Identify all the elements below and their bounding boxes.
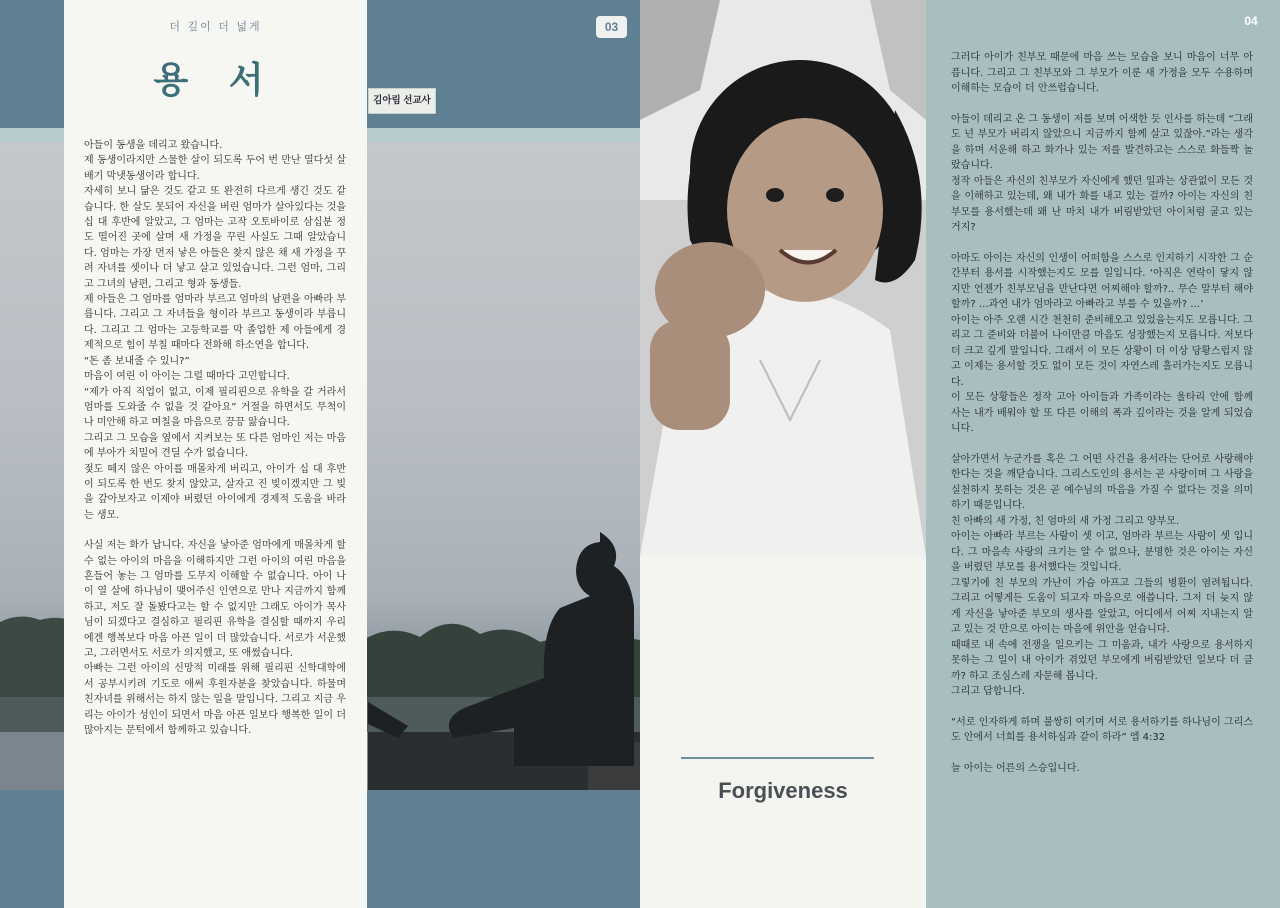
paragraph: 아이는 아빠라 부르는 사람이 셋 이고, 엄마라 부르는 사람이 셋 입니다. 그 마음속 사랑의 크기는 알 수 없으나, 분명한 것은 아이는 자신을 버렸던 부모를 용서했다는 것입니다.: [951, 531, 1253, 573]
paragraph: 아이는 아주 오랜 시간 천천히 준비해오고 있었을는지도 모릅니다. 그리고 그 준비와 더불어 나이만큼 마음도 성장했는지 모릅니다. 저보다 더 크고 깊게 말입니다. 그래서 이 모든 상황이 더 이상 당황스럽지 않고 이제는 용서할 것도 없이 모든 것이 자연스레 흘러가는지도 모릅니다.: [951, 314, 1253, 388]
paragraph: 아들이 데리고 온 그 동생이 저를 보며 어색한 듯 인사를 하는데 “그래도 넌 부모가 버리지 않았으니 지금까지 함께 살고 있잖아.”라는 생각을 하며 서운해 하고 화가나 있는 저를 발견하고는 스스로 화들짝 놀랐습니다.: [951, 113, 1253, 171]
paragraph: 마음이 여린 이 아이는 그럴 때마다 고민합니다.: [84, 371, 290, 383]
section-kicker: 더 깊이 더 넓게: [169, 20, 262, 33]
paragraph: 그러다 아이가 친부모 때문에 마음 쓰는 모습을 보니 마음이 너무 아픕니다. 그리고 그 친부모와 그 부모가 이룬 새 가정을 모두 수용하며 이해하는 모습이 더 안쓰럽습니다.: [951, 52, 1253, 94]
paragraph-gap: [951, 236, 1253, 251]
closing-line: 늘 아이는 어른의 스승입니다.: [951, 762, 1080, 774]
caption-rule: [681, 757, 874, 759]
paragraph: “돈 좀 보내줄 수 있니?”: [84, 355, 190, 367]
page-title: 용 서: [153, 59, 278, 101]
paragraph-gap: [951, 746, 1253, 761]
paragraph-gap: [951, 97, 1253, 112]
paragraph: 아빠는 그런 아이의 신망적 미래를 위해 필리핀 신학대학에서 공부시키려 기도로 애써 후원자분을 찾았습니다. 하물며 친자녀를 위해서는 하지 않는 일을 말입니다. 그리고 지금 우리는 아이가 성인이 되면서 마음 아픈 일보다 행복한 일이 더 많아지는 문턱에서 함께하고 있습니다.: [84, 663, 346, 737]
paragraph: 자세히 보니 닮은 것도 같고 또 완전히 다르게 생긴 것도 같습니다. 한 살도 못되어 자신을 버린 엄마가 살아있다는 것을 십 대 후반에 알았고, 그 엄마는 고작 오토바이로 삼십분 정도 떨어진 곳에 살며 새 가정을 꾸린 사실도 그때 알았습니다. 엄마는 가장 먼저 낳은 아들은 찾지 않은 채 새 가정을 꾸려 자녀를 셋이나 더 낳고 살고 있었습니다. 그런 엄마, 그리고 그녀의 남편, 그리고 형과 동생들.: [84, 186, 346, 290]
page-number-04: 04: [1244, 14, 1258, 28]
smiling-child-photo: [640, 0, 926, 556]
paragraph: 살아가면서 누군가를 혹은 그 어떤 사건을 용서라는 단어로 사랑해야 한다는 것을 깨닫습니다. 그리스도인의 용서는 곧 사랑이며 그 사랑을 실천하지 못하는 것은 곧 예수님의 마음을 가질 수 없다는 것을 의미하기 때문입니다.: [951, 453, 1253, 511]
paragraph: 아들이 동생을 데리고 왔습니다.: [84, 140, 223, 151]
paragraph: 아마도 아이는 자신의 인생이 어떠함을 스스로 인지하기 시작한 그 순간부터 용서를 시작했는지도 모를 일입니다. ‘아직은 연락이 닿지 않지만 언젠가 친부모님을 만난다면 어찌해야 할까?.. 무슨 말부터 해야 할까? …과연 내가 엄마라고 아빠라고 부를 수 있을까? …’: [951, 252, 1253, 310]
paragraph-gap: [84, 523, 346, 538]
child-photo-drawing: [640, 0, 926, 556]
paragraph: 그리고 답합니다.: [951, 686, 1025, 697]
paragraph: 젖도 떼지 않은 아이를 매몰차게 버리고, 아이가 십 대 후반이 되도록 한 번도 찾지 않았고, 살자고 진 빚이겠지만 그 빚을 갚아보자고 이제야 버렸던 아이에게 경제적 도움을 바라는 생모.: [84, 463, 346, 521]
paragraph: 그렇기에 친 부모의 가난이 가슴 아프고 그들의 병환이 염려됩니다. 그리고 어떻게든 도움이 되고자 마음으로 애씁니다. 그저 더 늦지 않게 자신을 낳아준 부모의 생사를 알았고, 어디에서 어찌 지내는지 알고 있는 것 만으로 아이는 마음에 위안을 얻습니다.: [951, 577, 1253, 635]
scripture-quote: “서로 인자하게 하며 불쌍히 여기며 서로 용서하기를 하나님이 그리스도 안에서 너희를 용서하심과 같이 하라” 엡 4:32: [951, 716, 1253, 743]
paragraph: 때때로 내 속에 전쟁을 일으키는 그 미움과, 내가 사랑으로 용서하지 못하는 그 일이 내 아이가 겪었던 부모에게 버림받았던 일보다 더 클까? 하고 조심스레 자문해 봅니다.: [951, 639, 1253, 682]
paragraph-gap: [951, 700, 1253, 715]
paragraph: “제가 아직 직업이 없고, 이제 필리핀으로 유학을 갈 거라서 엄마를 도와줄 수 없을 것 같아요” 거절을 하면서도 무척이나 미안해 하고 며칠을 마음으로 끙끙 앓습니다.: [84, 386, 346, 429]
page-number-03: 03: [596, 16, 627, 38]
paragraph-gap: [951, 437, 1253, 452]
left-body-text: [84, 138, 346, 738]
right-body-text: [951, 50, 1253, 776]
paragraph: 정작 아들은 자신의 친부모가 자신에게 했던 일과는 상관없이 모든 것을 이해하고 있는데, 왜 내가 화를 내고 있는 걸까? 아이는 자신의 친부모를 용서했는데 왜 난 마치 내가 버림받았던 아이처럼 굴고 있는 거지?: [951, 175, 1253, 233]
paragraph: 그리고 그 모습을 옆에서 지켜보는 또 다른 엄마인 저는 마음에 부아가 치밀어 견딜 수가 없습니다.: [84, 432, 346, 460]
paragraph: 제 아들은 그 엄마를 엄마라 부르고 엄마의 남편을 아빠라 부릅니다. 그리고 그 자녀들을 형이라 부르고 동생이라 부릅니다. 그리고 그 엄마는 고등학교를 막 졸업한 제 아들에게 경제적으로 힘이 부칠 때마다 전화해 하소연을 합니다.: [84, 294, 346, 352]
paragraph: 사실 저는 화가 납니다. 자신을 낳아준 엄마에게 매몰차게 할 수 없는 아이의 마음을 이해하지만 그런 아이의 여린 마음을 흔들어 놓는 그 엄마를 도무지 이해할 수 없습니다. 아이 나이 열 살에 하나님이 맺어주신 인연으로 만나 지금까지 함께하고, 저도 잘 돌봤다고는 할 수 없지만 그래도 아이가 목사님이 되겠다고 결심하고 필리핀 유학을 결심할 때까지 우리에겐 행복보다 마음 아픈 일이 더 많았습니다. 서로가 서운했고, 그러면서도 서로가 의지했고, 또 애썼습니다.: [84, 540, 346, 659]
paragraph: 친 아빠의 새 가정, 친 엄마의 새 가정 그리고 양부모.: [951, 515, 1180, 527]
author-name: 김아림 선교사: [373, 95, 431, 106]
paragraph: 이 모든 상황들은 정작 고아 아이들과 가족이라는 울타리 안에 함께 사는 내가 배워야 할 또 다른 이해의 폭과 깊이라는 것을 알게 되었습니다.: [951, 392, 1253, 434]
paragraph: 제 동생이라지만 스물한 살이 되도록 두어 번 만난 열다섯 살배기 막냇동생이라 합니다.: [84, 155, 346, 182]
caption-forgiveness: Forgiveness: [718, 778, 848, 803]
